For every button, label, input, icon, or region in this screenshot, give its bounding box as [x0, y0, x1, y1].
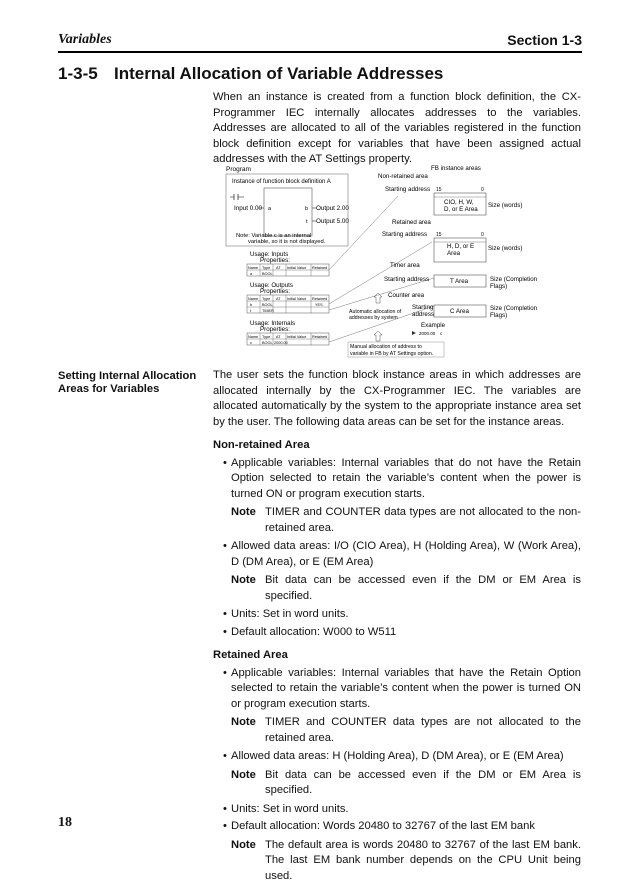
note-text: Bit data can be accessed even if the DM or EM Area is specified. [265, 768, 581, 796]
note [213, 573, 581, 604]
size-completion-label-2a: Size (Completion [490, 305, 538, 312]
svg-text:TIMER: TIMER [262, 309, 274, 313]
svg-text:BOOL: BOOL [262, 341, 273, 345]
size-completion-label-1b: Flags) [490, 283, 508, 290]
list-item: • Default allocation: Words 20480 to 32767 of the last EM bank [213, 819, 581, 835]
note-text: Bit data can be accessed even if the DM or EM Area is specified. [265, 574, 581, 602]
svg-text:15: 15 [436, 187, 442, 193]
starting-label: Starting [412, 304, 434, 311]
size-words-label-1: Size (words) [488, 202, 523, 209]
counter-area-label: Counter area [388, 292, 425, 299]
usage-outputs-label: Usage: Outputs [250, 282, 293, 289]
intro-paragraph: When an instance is created from a function block definition, the CX-Programmer IEC internally allocates addresses to the variables. Addresses are allocated to all of the variables registered in the function block definition except for variables that have been assigned actual addresses with the AT Settings property. [213, 91, 581, 165]
svg-text:c: c [250, 341, 252, 345]
diagram-pin-a: a [268, 206, 272, 212]
list-item: • Units: Set in word units. [213, 607, 581, 623]
list-item: • Units: Set in word units. [213, 802, 581, 818]
svg-text:Name: Name [248, 266, 259, 270]
cio-area-line1: CIO, H, W, [444, 199, 474, 206]
size-completion-label-2b: Flags) [490, 312, 508, 319]
allocation-diagram [222, 160, 538, 360]
manual-alloc-line2: variable in FB by AT Settings option. [350, 351, 434, 357]
svg-text:AT: AT [276, 335, 281, 339]
svg-text:BOOL: BOOL [262, 303, 273, 307]
retained-area-label: Retained area [392, 219, 431, 226]
svg-text:0: 0 [481, 232, 484, 238]
inputs-properties-table [247, 264, 329, 276]
retained-heading: Retained Area [213, 649, 288, 661]
section-title-text: Internal Allocation of Variable Addresses [114, 64, 444, 83]
svg-text:t: t [250, 309, 252, 313]
auto-alloc-line2: addresses by system [349, 315, 398, 321]
internals-properties-table [247, 333, 329, 345]
list-item: • Default allocation: W000 to W511 [213, 625, 581, 641]
size-completion-label-1a: Size (Completion [490, 276, 538, 283]
diagram-input-label: Input 0.00 [234, 205, 263, 212]
running-header-section: Section 1-3 [507, 32, 582, 48]
note [213, 838, 581, 885]
page-number: 18 [58, 815, 72, 830]
note-label: Note [231, 506, 256, 518]
t-area-label: T Area [450, 278, 469, 285]
svg-text:Type: Type [262, 297, 271, 301]
note-label: Note [231, 716, 256, 728]
note-text: TIMER and COUNTER data types are not allocated to the non-retained area. [265, 506, 581, 534]
svg-text:0: 0 [481, 187, 484, 193]
c-area-label: C Area [450, 308, 469, 315]
svg-text:Initial Value: Initial Value [287, 335, 307, 339]
example-label: Example [421, 322, 446, 329]
svg-text:AT: AT [276, 266, 281, 270]
svg-text:Retained: Retained [312, 266, 328, 270]
svg-text:a: a [250, 272, 253, 276]
non-retained-heading: Non-retained Area [213, 439, 310, 451]
diagram-note-line1: Note: Variable c is an internal [236, 233, 312, 239]
diagram-output2-label: Output 5.00 [316, 218, 349, 225]
starting-address-label-3: Starting address [384, 276, 430, 283]
timer-area-label: Timer area [390, 262, 420, 269]
diagram-output1-label: Output 2.00 [316, 205, 349, 212]
non-retained-area-label: Non-retained area [378, 173, 428, 180]
svg-text:Retained: Retained [312, 335, 328, 339]
example-address: 2000.00 [419, 331, 436, 336]
usage-inputs-properties: Properties: [260, 257, 290, 264]
list-item: • Allowed data areas: I/O (CIO Area), H (Holding Area), W (Work Area), D (DM Area), or E (EM Area) [213, 539, 581, 570]
usage-internals-label: Usage: Internals [250, 320, 296, 327]
diagram-instance-label: Instance of function block definition A [232, 179, 331, 185]
side-heading: Setting Internal Allocation Areas for Variables [58, 370, 197, 395]
cio-area-line2: D, or E Area [444, 206, 478, 213]
svg-text:Type: Type [262, 266, 271, 270]
header-rule [58, 51, 582, 53]
size-words-label-2: Size (words) [488, 245, 523, 252]
auto-alloc-arrow-icon [374, 293, 382, 303]
section-title [58, 64, 443, 84]
outputs-properties-table [247, 295, 329, 313]
diagram-program-label: Program [226, 166, 251, 173]
note [213, 505, 581, 536]
note-label: Note [231, 768, 256, 781]
note [213, 715, 581, 746]
diagram-pin-t: t [306, 219, 308, 225]
diagram-pin-b: b [305, 206, 309, 212]
diagram-note-line2: variable, so it is not displayed. [248, 239, 326, 245]
h-area-line1: H, D, or E [447, 243, 475, 250]
list-item: • Allowed data areas: H (Holding Area), D (DM Area), or E (EM Area) [213, 749, 581, 765]
svg-text:Name: Name [248, 335, 259, 339]
note [213, 768, 581, 799]
example-arrow-icon [412, 331, 416, 335]
section-number: 1-3-5 [58, 64, 98, 83]
svg-text:AT: AT [276, 297, 281, 301]
svg-text:YES: YES [315, 303, 323, 307]
fb-instance-box [264, 188, 312, 236]
note-label: Note [231, 574, 256, 586]
svg-text:Type: Type [262, 335, 271, 339]
example-var: c [440, 331, 443, 336]
starting-address-label-2: Starting address [382, 231, 428, 238]
svg-text:b: b [250, 303, 253, 307]
running-header-chapter: Variables [58, 32, 112, 47]
svg-text:BOOL: BOOL [262, 272, 273, 276]
note-label: Note [231, 838, 256, 851]
main-content [213, 368, 581, 887]
usage-internals-properties: Properties: [260, 326, 290, 333]
usage-outputs-properties: Properties: [260, 288, 290, 295]
list-item: • Applicable variables: Internal variables that do not have the Retain Option selected to retain the variable’s content when the power is turned ON or program execution starts. [213, 456, 581, 503]
auto-alloc-line1: Automatic allocation of [349, 309, 402, 315]
address-label: address [412, 311, 435, 318]
svg-text:Name: Name [248, 297, 259, 301]
h-area-line2: Area [447, 250, 461, 257]
svg-text:Initial Value: Initial Value [287, 266, 307, 270]
manual-alloc-line1: Manual allocation of address to [350, 344, 422, 350]
fb-instance-areas-label: FB instance areas [431, 165, 481, 172]
svg-text:Retained: Retained [312, 297, 328, 301]
svg-text:Initial Value: Initial Value [287, 297, 307, 301]
note-text: TIMER and COUNTER data types are not allocated to the retained area. [265, 716, 581, 744]
starting-address-label-1: Starting address [385, 186, 431, 193]
main-intro: The user sets the function block instance areas in which addresses are allocated internally by the CX-Programmer IEC. The variables are allocated automatically by the system to the appropriate instance area set by the user. The following data areas can be set for the instance areas. [213, 369, 581, 428]
manual-alloc-arrow-icon [374, 331, 382, 341]
list-item: • Applicable variables: Internal variables that have the Retain Option selected to retain the variable’s content when the power is turned ON or program execution starts. [213, 666, 581, 713]
svg-text:2000.00: 2000.00 [274, 341, 288, 345]
svg-text:15: 15 [436, 232, 442, 238]
usage-inputs-label: Usage: Inputs [250, 251, 289, 258]
note-text: The default area is words 20480 to 32767 of the last EM bank. The last EM bank number depends on the CPU Unit being used. [265, 838, 581, 882]
